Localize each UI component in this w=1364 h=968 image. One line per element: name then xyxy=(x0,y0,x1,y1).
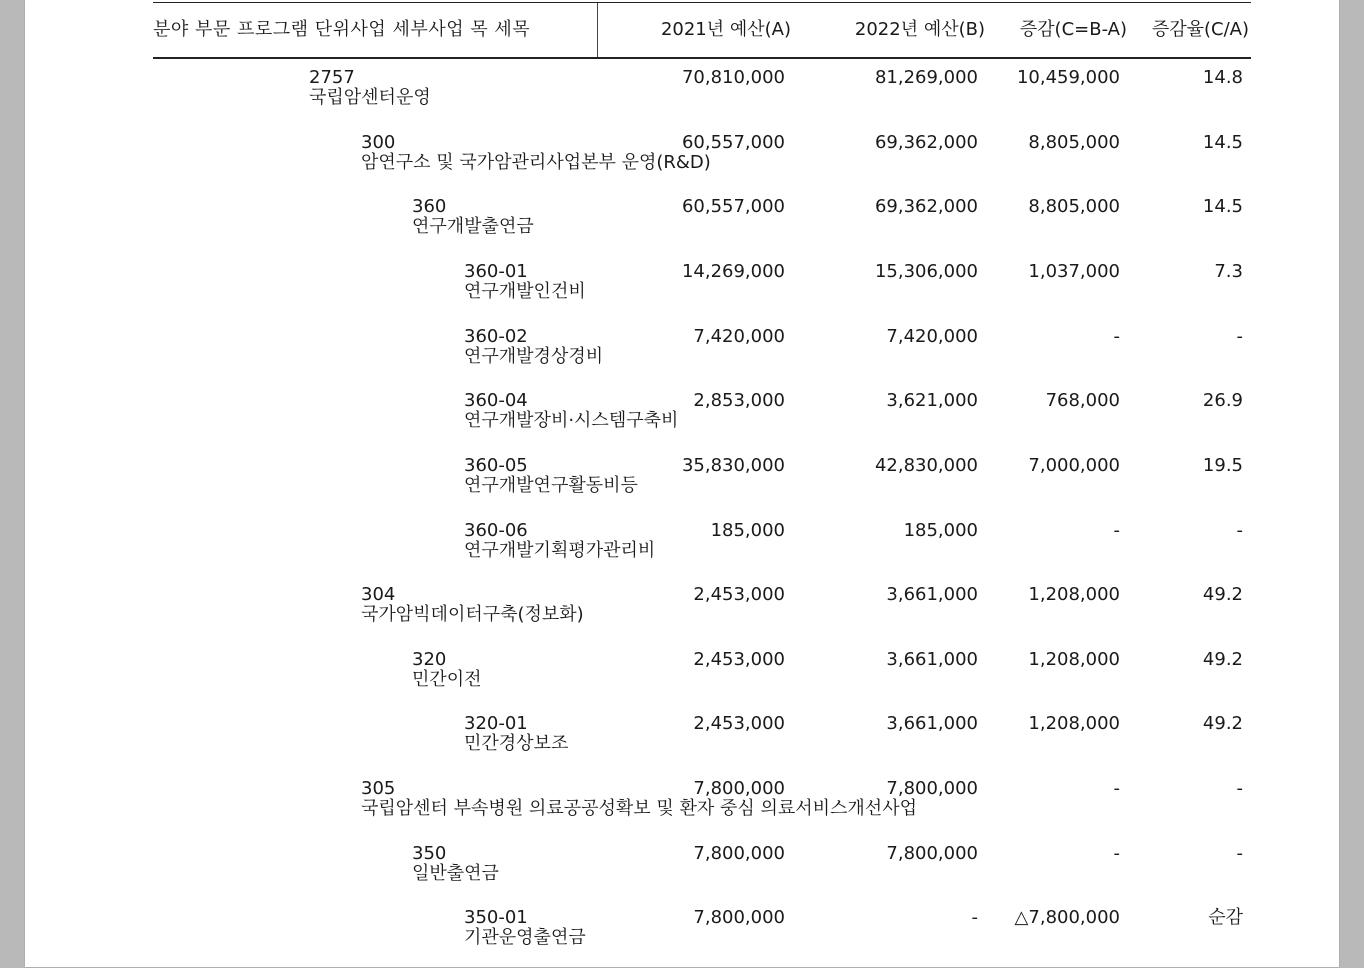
table-row xyxy=(25,521,1339,581)
table-row xyxy=(25,456,1339,516)
row-code: 360-02 xyxy=(464,326,528,347)
row-code: 360-01 xyxy=(464,261,528,282)
row-budget-2022: 185,000 xyxy=(903,520,978,541)
row-rate: - xyxy=(1236,843,1243,864)
row-budget-2021: 7,420,000 xyxy=(693,326,785,347)
row-name: 연구개발기획평가관리비 xyxy=(464,540,656,561)
row-budget-2021: 70,810,000 xyxy=(681,67,785,88)
table-row xyxy=(25,844,1339,904)
row-budget-2022: 81,269,000 xyxy=(874,67,978,88)
row-code: 360-05 xyxy=(464,455,528,476)
row-code: 2757 xyxy=(309,67,355,88)
row-name: 연구개발출연금 xyxy=(412,216,534,237)
row-rate: 14.5 xyxy=(1202,132,1243,153)
row-rate: - xyxy=(1236,778,1243,799)
row-name: 일반출연금 xyxy=(412,863,499,884)
row-rate: 14.8 xyxy=(1202,67,1243,88)
row-change: 1,208,000 xyxy=(1028,584,1120,605)
row-budget-2022: 42,830,000 xyxy=(874,455,978,476)
row-change: - xyxy=(1113,843,1120,864)
row-rate: 49.2 xyxy=(1202,649,1243,670)
header-budget-2022: 2022년 예산(B) xyxy=(854,19,985,40)
row-change: 1,037,000 xyxy=(1028,261,1120,282)
row-change: 7,000,000 xyxy=(1028,455,1120,476)
row-budget-2022: 3,621,000 xyxy=(886,390,978,411)
row-rate: 26.9 xyxy=(1202,390,1243,411)
table-row xyxy=(25,585,1339,645)
row-budget-2021: 7,800,000 xyxy=(693,907,785,928)
row-code: 305 xyxy=(361,778,396,799)
row-name: 민간경상보조 xyxy=(464,733,569,754)
row-budget-2021: 185,000 xyxy=(710,520,785,541)
row-code: 320-01 xyxy=(464,713,528,734)
row-name: 연구개발연구활동비등 xyxy=(464,475,638,496)
row-rate: 순감 xyxy=(1208,907,1243,928)
header-structure: 분야 부문 프로그램 단위사업 세부사업 목 세목 xyxy=(153,3,598,57)
row-budget-2022: 69,362,000 xyxy=(874,196,978,217)
row-code: 320 xyxy=(412,649,447,670)
row-change: 8,805,000 xyxy=(1028,196,1120,217)
header-change: 증감(C=B-A) xyxy=(1019,19,1127,40)
row-rate: - xyxy=(1236,520,1243,541)
row-name: 암연구소 및 국가암관리사업본부 운영(R&D) xyxy=(361,152,711,173)
row-budget-2022: 69,362,000 xyxy=(874,132,978,153)
row-change: 768,000 xyxy=(1045,390,1120,411)
row-name: 연구개발인건비 xyxy=(464,281,586,302)
row-rate: 14.5 xyxy=(1202,196,1243,217)
row-name: 국립암센터운영 xyxy=(309,87,431,108)
header-budget-2021: 2021년 예산(A) xyxy=(660,19,791,40)
row-name: 연구개발경상경비 xyxy=(464,346,604,367)
row-budget-2021: 2,453,000 xyxy=(693,584,785,605)
table-row xyxy=(25,327,1339,387)
row-code: 304 xyxy=(361,584,396,605)
row-name: 국립암센터 부속병원 의료공공성확보 및 환자 중심 의료서비스개선사업 xyxy=(361,798,917,819)
row-budget-2022: 3,661,000 xyxy=(886,713,978,734)
row-name: 연구개발장비·시스템구축비 xyxy=(464,410,679,431)
row-change: 1,208,000 xyxy=(1028,649,1120,670)
row-change: 1,208,000 xyxy=(1028,713,1120,734)
row-change: - xyxy=(1113,778,1120,799)
row-budget-2021: 2,853,000 xyxy=(693,390,785,411)
row-budget-2022: 3,661,000 xyxy=(886,649,978,670)
row-budget-2021: 60,557,000 xyxy=(681,132,785,153)
row-name: 민간이전 xyxy=(412,669,482,690)
row-budget-2021: 35,830,000 xyxy=(681,455,785,476)
row-budget-2021: 14,269,000 xyxy=(681,261,785,282)
row-rate: - xyxy=(1236,326,1243,347)
row-change: 8,805,000 xyxy=(1028,132,1120,153)
row-budget-2021: 2,453,000 xyxy=(693,649,785,670)
table-row xyxy=(25,262,1339,322)
row-budget-2022: 7,800,000 xyxy=(886,778,978,799)
row-code: 360-06 xyxy=(464,520,528,541)
row-code: 350 xyxy=(412,843,447,864)
row-budget-2021: 7,800,000 xyxy=(693,778,785,799)
row-budget-2022: 15,306,000 xyxy=(874,261,978,282)
row-code: 300 xyxy=(361,132,396,153)
row-budget-2022: 7,420,000 xyxy=(886,326,978,347)
table-row xyxy=(25,714,1339,774)
row-rate: 49.2 xyxy=(1202,584,1243,605)
table-header xyxy=(153,2,1251,59)
row-budget-2022: - xyxy=(971,907,978,928)
document-page xyxy=(25,0,1339,967)
table-row xyxy=(25,391,1339,451)
row-name: 국가암빅데이터구축(정보화) xyxy=(361,604,584,625)
row-code: 360 xyxy=(412,196,447,217)
row-budget-2022: 3,661,000 xyxy=(886,584,978,605)
row-change: △7,800,000 xyxy=(1014,907,1120,928)
row-budget-2021: 60,557,000 xyxy=(681,196,785,217)
row-budget-2021: 2,453,000 xyxy=(693,713,785,734)
table-row xyxy=(25,779,1339,839)
row-code: 350-01 xyxy=(464,907,528,928)
row-change: - xyxy=(1113,326,1120,347)
row-rate: 49.2 xyxy=(1202,713,1243,734)
row-rate: 7.3 xyxy=(1214,261,1243,282)
row-budget-2022: 7,800,000 xyxy=(886,843,978,864)
table-row xyxy=(25,650,1339,710)
row-name: 기관운영출연금 xyxy=(464,927,586,948)
table-row xyxy=(25,908,1339,968)
row-change: 10,459,000 xyxy=(1016,67,1120,88)
row-rate: 19.5 xyxy=(1202,455,1243,476)
row-change: - xyxy=(1113,520,1120,541)
row-budget-2021: 7,800,000 xyxy=(693,843,785,864)
table-row xyxy=(25,133,1339,193)
table-row xyxy=(25,68,1339,128)
table-row xyxy=(25,197,1339,257)
row-code: 360-04 xyxy=(464,390,528,411)
header-rate: 증감율(C/A) xyxy=(1151,19,1249,40)
